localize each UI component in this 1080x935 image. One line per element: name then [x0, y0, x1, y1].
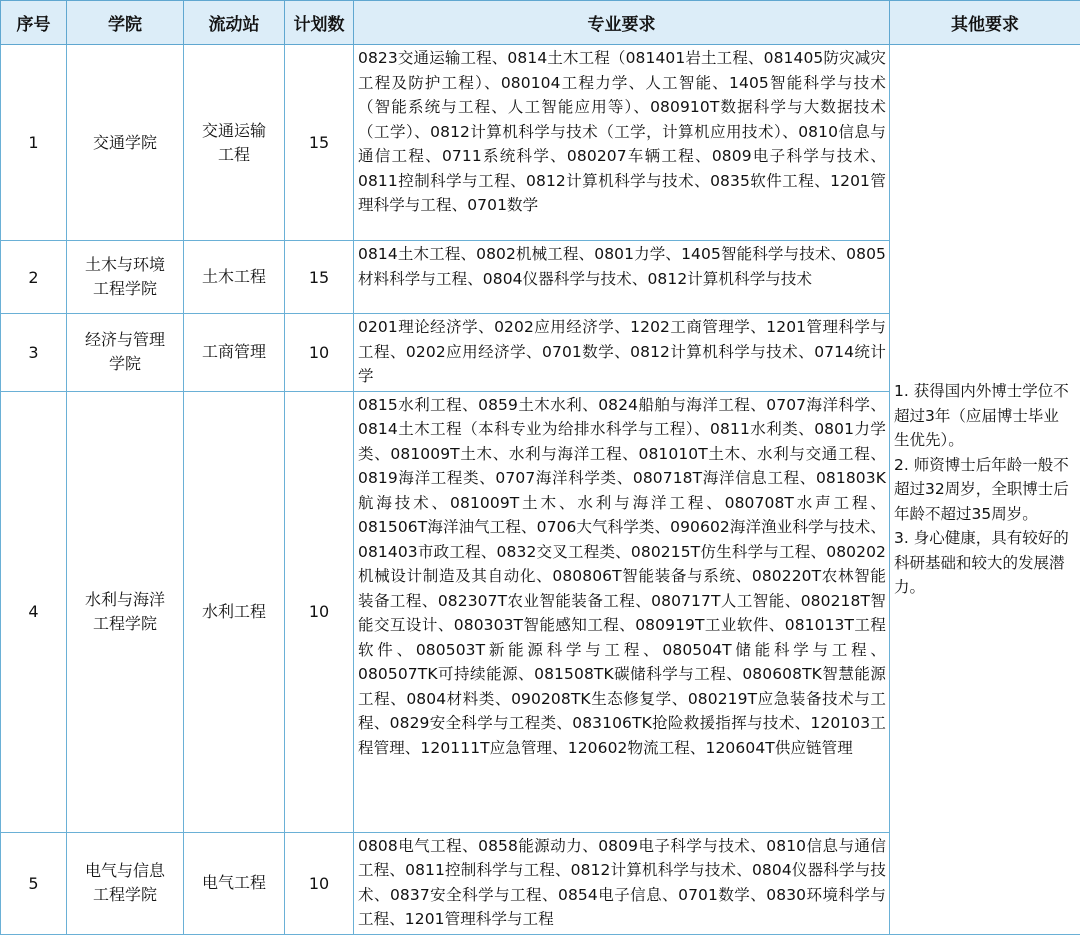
- row-no: 1: [1, 45, 67, 241]
- row-college: 交通学院: [67, 45, 184, 241]
- other-item: 3. 身心健康，具有较好的科研基础和较大的发展潜力。: [894, 526, 1072, 600]
- row-college: 水利与海洋 工程学院: [67, 391, 184, 832]
- row-requirement: 0823交通运输工程、0814土木工程（081401岩土工程、081405防灾减灾工程及防护工程）、080104工程力学、人工智能、1405智能科学与技术（智能系统与工程、人工智能应用等）、080910T数据科学与大数据技术（工学）、0812计算机科学与技术（工学，计算机应用技术）、0810信息与通信工程、0711系统科学、080207车辆工程、0809电子科学与技术、0811控制科学与工程、0812计算机科学与技术、0835软件工程、1201管理科学与工程、0701数学: [354, 45, 890, 241]
- row-no: 2: [1, 241, 67, 314]
- header-no: 序号: [1, 1, 67, 45]
- row-no: 3: [1, 314, 67, 392]
- row-college: 电气与信息 工程学院: [67, 832, 184, 934]
- row-college: 土木与环境 工程学院: [67, 241, 184, 314]
- row-college: 经济与管理 学院: [67, 314, 184, 392]
- row-station: 土木工程: [184, 241, 285, 314]
- other-requirements: [890, 45, 1080, 935]
- row-plan: 15: [285, 241, 354, 314]
- row-station: 电气工程: [184, 832, 285, 934]
- row-plan: 10: [285, 832, 354, 934]
- row-station: 交通运输 工程: [184, 45, 285, 241]
- row-plan: 10: [285, 391, 354, 832]
- header-row: [1, 1, 1080, 45]
- header-plan: 计划数: [285, 1, 354, 45]
- row-station: 水利工程: [184, 391, 285, 832]
- row-requirement: 0815水利工程、0859土木水利、0824船舶与海洋工程、0707海洋科学、0814土木工程（本科专业为给排水科学与工程）、0811水利类、0801力学类、081009T土木、水利与海洋工程、081010T土木、水利与交通工程、0819海洋工程类、0707海洋科学类、080718T海洋信息工程、081803K航海技术、081009T土木、水利与海洋工程、080708T水声工程、081506T海洋油气工程、0706大气科学类、090602海洋渔业科学与技术、081403市政工程、0832交叉工程类、080215T仿生科学与工程、080202机械设计制造及其自动化、080806T智能装备与系统、080220T农林智能装备工程、082307T农业智能装备工程、080717T人工智能、080218T智能交互设计、080303T智能感知工程、080919T工业软件、081013T工程软件、080503T新能源科学与工程、080504T储能科学与工程、080507TK可持续能源、081508TK碳储科学与工程、080608TK智慧能源工程、0804材料类、090208TK生态修复学、080219T应急装备技术与工程、0829安全科学与工程类、083106TK抢险救援指挥与技术、120103工程管理、120111T应急管理、120602物流工程、120604T供应链管理: [354, 391, 890, 832]
- table-row: [1, 45, 1080, 241]
- row-requirement: 0814土木工程、0802机械工程、0801力学、1405智能科学与技术、0805材料科学与工程、0804仪器科学与技术、0812计算机科学与技术: [354, 241, 890, 314]
- row-no: 5: [1, 832, 67, 934]
- row-plan: 10: [285, 314, 354, 392]
- row-no: 4: [1, 391, 67, 832]
- header-college: 学院: [67, 1, 184, 45]
- other-item: 2. 师资博士后年龄一般不超过32周岁，全职博士后年龄不超过35周岁。: [894, 453, 1072, 527]
- header-major-requirement: 专业要求: [354, 1, 890, 45]
- row-requirement: 0808电气工程、0858能源动力、0809电子科学与技术、0810信息与通信工程、0811控制科学与工程、0812计算机科学与技术、0804仪器科学与技术、0837安全科学与工程、0854电子信息、0701数学、0830环境科学与工程、1201管理科学与工程: [354, 832, 890, 934]
- other-item: 1. 获得国内外博士学位不超过3年（应届博士毕业生优先）。: [894, 379, 1072, 453]
- header-other-requirement: 其他要求: [890, 1, 1080, 45]
- row-requirement: 0201理论经济学、0202应用经济学、1202工商管理学、1201管理科学与工程、0202应用经济学、0701数学、0812计算机科学与技术、0714统计学: [354, 314, 890, 392]
- row-station: 工商管理: [184, 314, 285, 392]
- header-station: 流动站: [184, 1, 285, 45]
- row-plan: 15: [285, 45, 354, 241]
